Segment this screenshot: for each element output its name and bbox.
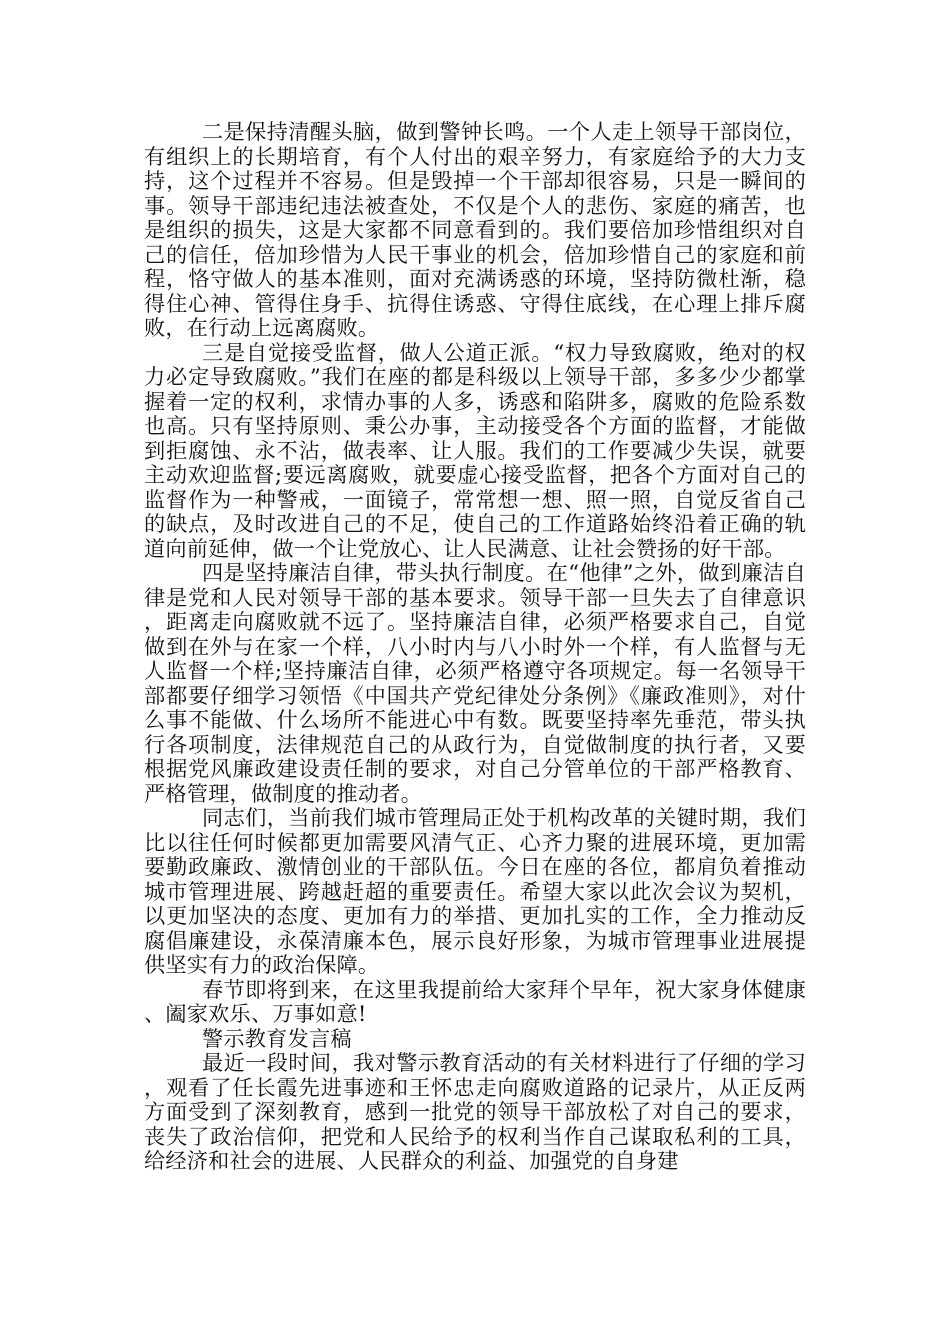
paragraph-spring-festival: 春节即将到来，在这里我提前给大家拜个早年，祝大家身体健康、阖家欢乐、万事如意! [144, 976, 806, 1026]
section-title: 警示教育发言稿 [202, 1025, 352, 1051]
paragraph-self-discipline: 四是坚持廉洁自律，带头执行制度。在“他律”之外，做到廉洁自律是党和人民对领导干部的基本要求。领导干部一旦失去了自律意识，距离走向腐败就不远了。坚持廉洁自律，必须严格要求自己，自觉做到在外与在家一个样，八小时内与八小时外一个样，有人监督与无人监督一个样;坚持廉洁自律，必须严格遵守各项规定。每一名领导干部都要仔细学习领悟《中国共产党纪律处分条例》《廉政准则》，对什么事不能做、什么场所不能进心中有数。既要坚持率先垂范，带头执行各项制度，法律规范自己的从政行为，自觉做制度的执行者，又要根据党风廉政建设责任制的要求，对自己分管单位的干部严格教育、严格管理，做制度的推动者。 [144, 560, 806, 806]
paragraph-stay-alert: 二是保持清醒头脑，做到警钟长鸣。一个人走上领导干部岗位，有组织上的长期培育，有个人付出的艰辛努力，有家庭给予的大力支持，这个过程并不容易。但是毁掉一个干部却很容易，只是一瞬间的事。领导干部违纪违法被查处，不仅是个人的悲伤、家庭的痛苦，也是组织的损失，这是大家都不同意看到的。我们要倍加珍惜组织对自己的信任，倍加珍惜为人民干事业的机会，倍加珍惜自己的家庭和前程，恪守做人的基本准则，面对充满诱惑的环境，坚持防微杜渐，稳得住心神、管得住身手、抗得住诱惑、守得住底线，在心理上排斥腐败，在行动上远离腐败。 [144, 119, 806, 340]
document-body [144, 120, 806, 1174]
paragraph-comrades: 同志们，当前我们城市管理局正处于机构改革的关键时期，我们比以往任何时候都更加需要风清气正、心齐力聚的进展环境，更加需要勤政廉政、激情创业的干部队伍。今日在座的各位，都肩负着推动城市管理进展、跨越赶超的重要责任。希望大家以此次会议为契机，以更加坚决的态度、更加有力的举措、更加扎实的工作，全力推动反腐倡廉建设，永葆清廉本色，展示良好形象，为城市管理事业进展提供坚实有力的政治保障。 [144, 805, 806, 977]
paragraph-accept-supervision: 三是自觉接受监督，做人公道正派。“权力导致腐败，绝对的权力必定导致腐败。”我们在座的都是科级以上领导干部，多多少少都掌握着一定的权利，求情办事的人多，诱惑和陷阱多，腐败的危险系数也高。只有坚持原则、秉公办事，主动接受各个方面的监督，才能做到拒腐蚀、永不沾，做表率、让人服。我们的工作要减少失误，就要主动欢迎监督;要远离腐败，就要虚心接受监督，把各个方面对自己的监督作为一种警戒，一面镜子，常常想一想、照一照，自觉反省自己的缺点，及时改进自己的不足，使自己的工作道路始终沿着正确的轨道向前延伸，做一个让党放心、让人民满意、让社会赞扬的好干部。 [144, 339, 806, 561]
paragraph-warning-education: 最近一段时间，我对警示教育活动的有关材料进行了仔细的学习，观看了任长霞先进事迹和王怀忠走向腐败道路的记录片，从正反两方面受到了深刻教育，感到一批党的领导干部放松了对自己的要求，丧失了政治信仰，把党和人民给予的权利当作自己谋取私利的工具，给经济和社会的进展、人民群众的利益、加强党的自身建 [144, 1050, 806, 1173]
